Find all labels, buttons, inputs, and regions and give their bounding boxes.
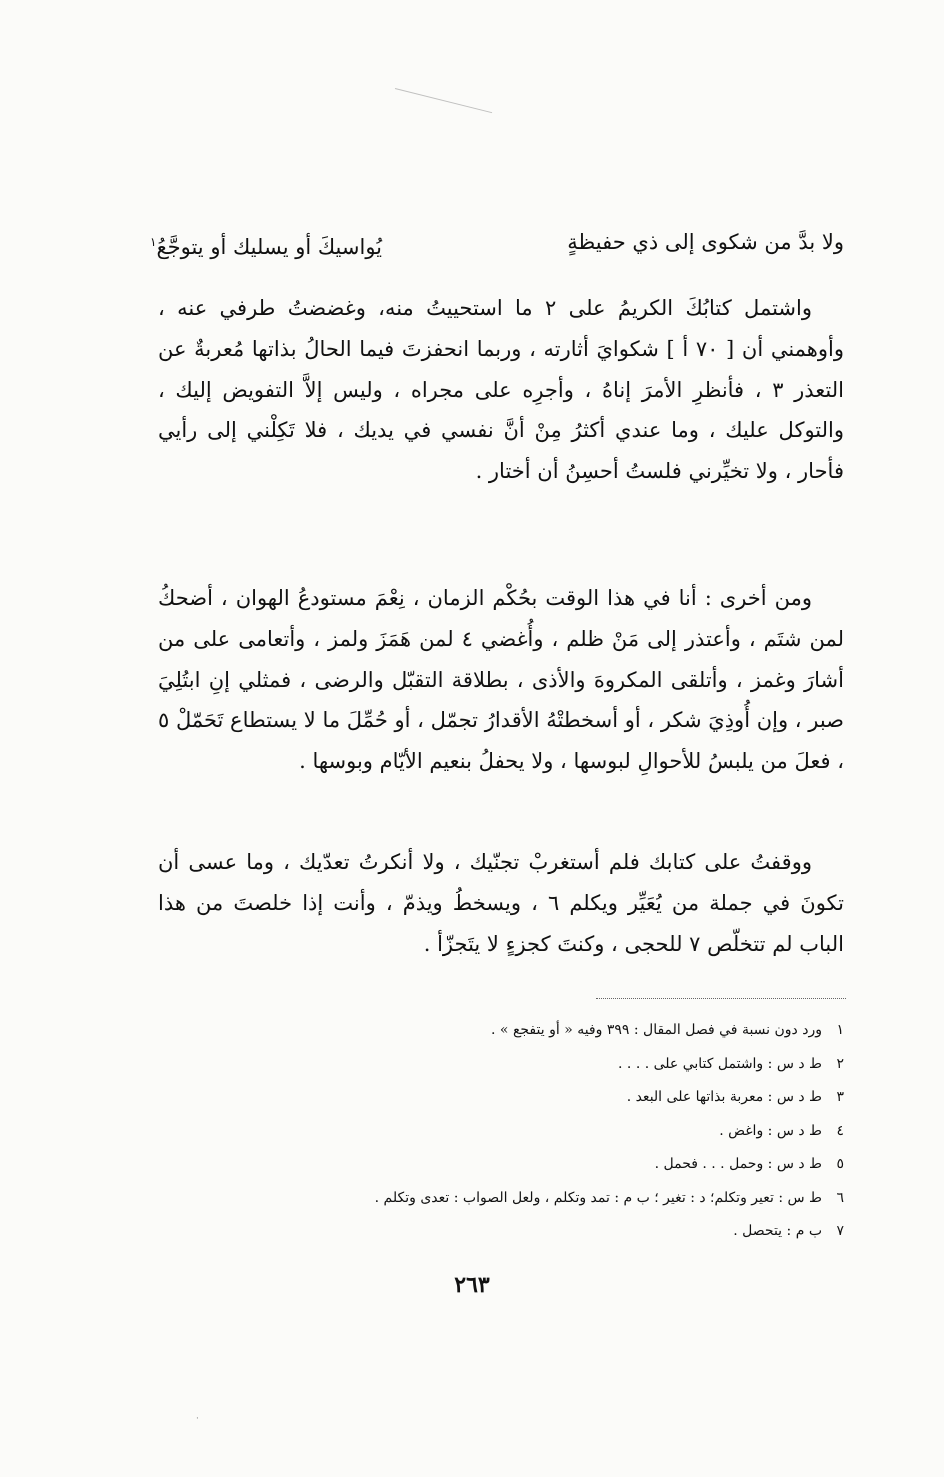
footnote-number: ٤	[836, 1122, 844, 1139]
footnote-text: ط س : تعير وتكلم؛ د : تغير ؛ ب م : تمد وتكلم ، ولعل الصواب : تعدى وتكلم .	[374, 1189, 822, 1206]
poetry-verse	[150, 222, 844, 267]
footnote-number: ٥	[836, 1156, 844, 1172]
footnote-item	[150, 1215, 844, 1249]
footnote-number: ٦	[836, 1189, 844, 1206]
footnote-number: ٢	[836, 1055, 844, 1072]
paragraph-2-text: ومن أخرى : أنا في هذا الوقت بحُكْم الزمان ، نِعْمَ مستودعُ الهوان ، أضحكُ لمن شتَم ، وأعتذر إلى مَنْ ظلم ، وأُغضي ٤ لمن هَمَزَ ولمز ، وأتعامى على من أشارَ وغمز ، وأتلقى المكروهَ والأذى ، بطلاقة التقبّل والرضى ، فمثلي إنِ ابتُلِيَ صبر ، وإن أُوذِيَ شكر ، أو أسخطتْهُ الأقدارُ تجمّل ، أو حُمِّلَ ما لا يستطاع تَحَمّلْ ٥ ، فعلَ من يلبسُ للأحوالِ لبوسها ، ولا يحفلُ بنعيم الأيّام وبوسها .	[157, 586, 845, 774]
footnotes-list	[150, 1014, 844, 1249]
paragraph-1-text: واشتمل كتابُكَ الكريمُ على ٢ ما استحييتُ منه، وغضضتُ طرفي عنه ، وأوهمني أن [ ٧٠ أ ] شكوايَ أثارته ، وربما انحفزتَ فيما الحالُ بذاتها مُعربةٌ عن التعذر ٣ ، فأنظرِ الأمرَ إناهُ ، وأجرِه على مجراه ، وليس إلاَّ التفويض إليك ، والتوكل عليك ، وما عندي أكثرُ مِنْ أنَّ نفسي في يديك ، فلا تَكِلْني إلى رأيي فأحار ، ولا تخيِّرني فلستُ أحسِنُ أن أختار .	[158, 296, 844, 484]
verse-hemistich-second	[150, 222, 382, 267]
paragraph-2	[158, 578, 844, 782]
footnote-item	[150, 1048, 844, 1082]
footnote-number: ١	[836, 1022, 844, 1038]
verse-hemistich-first: ولا بدَّ من شكوى إلى ذي حفيظةٍ	[567, 230, 844, 254]
footnote-text: ط د س : واغض .	[719, 1122, 822, 1139]
footnote-item	[150, 1014, 844, 1048]
footnote-text: ط د س : معربة بذاتها على البعد .	[626, 1089, 822, 1105]
footnote-number: ٣	[836, 1089, 844, 1105]
footnote-ref: ١	[150, 235, 157, 249]
page-number: ٢٦٣	[454, 1272, 490, 1298]
footnote-text: ب م : يتحصل .	[733, 1223, 822, 1239]
footnote-item	[150, 1081, 844, 1115]
footnote-item	[150, 1115, 844, 1149]
footnote-item	[150, 1148, 844, 1182]
footnote-divider	[596, 998, 846, 999]
paragraph-3-text: ووقفتُ على كتابك فلم أستغربْ تجنّيك ، ولا أنكرتُ تعدّيك ، وما عسى أن تكونَ في جملة من يُعَيِّر ويكلم ٦ ، ويسخطُ ويذمّ ، وأنت إذا خلصتَ من هذا الباب لم تتخلّص ٧ للحجى ، وكنتَ كجزءٍ لا يتَجزّأ .	[158, 850, 844, 956]
footnote-item	[150, 1182, 844, 1216]
paragraph-1	[158, 288, 844, 492]
footnote-text: ورد دون نسبة في فصل المقال : ٣٩٩ وفيه « أو يتفجع » .	[491, 1022, 822, 1038]
footnote-text: ط د س : واشتمل كتابي على . . . .	[618, 1055, 822, 1072]
footnote-text: ط د س : وحمل . . . فحمل .	[654, 1156, 822, 1172]
paragraph-3	[158, 842, 844, 964]
footnote-number: ٧	[836, 1223, 844, 1239]
scan-artifact-line	[395, 88, 492, 113]
verse-hemistich-second-text: يُواسيكَ أو يسليك أو يتوجَّعُ	[156, 235, 383, 259]
scan-speck: ·	[196, 1414, 199, 1424]
